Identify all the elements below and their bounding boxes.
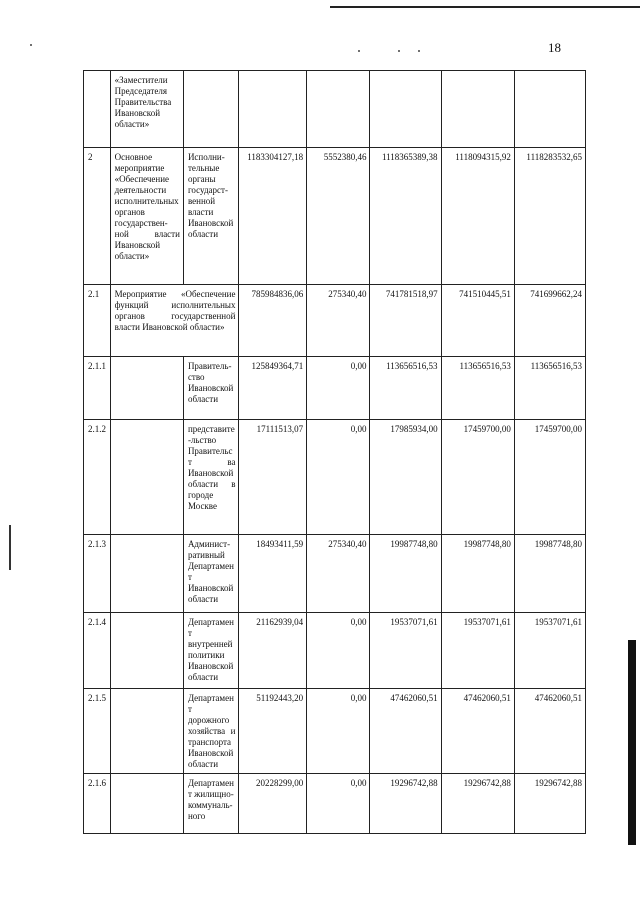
table-row: [84, 71, 586, 148]
value-cell: 741699662,24: [514, 285, 585, 357]
row-number-cell: 2.1.5: [84, 689, 111, 774]
scan-speck: [30, 44, 32, 46]
value-cell: 0,00: [307, 420, 370, 535]
value-cell: 125849364,71: [239, 357, 307, 420]
table-row: [84, 285, 586, 357]
value-cell: 0,00: [307, 357, 370, 420]
table-row: [84, 689, 586, 774]
value-cell: 19537071,61: [370, 613, 441, 689]
page-number: 18: [548, 40, 561, 55]
value-cell: 19537071,61: [514, 613, 585, 689]
value-cell: 1118365389,38: [370, 148, 441, 285]
executor-cell: Департамент дорожного хозяйства и транспорта Ивановской области: [183, 689, 239, 774]
row-number-cell: 2.1.3: [84, 535, 111, 613]
value-cell: 113656516,53: [514, 357, 585, 420]
scan-speck: [358, 50, 360, 52]
budget-table: [83, 70, 586, 834]
value-cell: 275340,40: [307, 285, 370, 357]
row-number-cell: 2.1.1: [84, 357, 111, 420]
value-cell: 18493411,59: [239, 535, 307, 613]
value-cell: 1118283532,65: [514, 148, 585, 285]
executor-cell: Правитель-ство Ивановской области: [183, 357, 239, 420]
value-cell: 113656516,53: [441, 357, 514, 420]
row-number-cell: 2.1.6: [84, 774, 111, 834]
left-margin-mark: [9, 525, 11, 570]
value-cell: 47462060,51: [514, 689, 585, 774]
row-number-cell: 2.1.2: [84, 420, 111, 535]
value-cell: 113656516,53: [370, 357, 441, 420]
table-row: [84, 357, 586, 420]
value-cell: 0,00: [307, 613, 370, 689]
value-cell: 0,00: [307, 689, 370, 774]
value-cell: 17985934,00: [370, 420, 441, 535]
value-cell: 19987748,80: [441, 535, 514, 613]
scan-speck: [418, 50, 420, 52]
row-number-cell: 2.1.4: [84, 613, 111, 689]
value-cell: 5552380,46: [307, 148, 370, 285]
table-row: [84, 148, 586, 285]
right-scan-edge: [628, 640, 636, 845]
scan-speck: [398, 50, 400, 52]
executor-cell: Департамент внутренней политики Ивановской области: [183, 613, 239, 689]
executor-cell: представите-льство Правительст ва Ивановской области в городе Москве: [183, 420, 239, 535]
value-cell: 47462060,51: [441, 689, 514, 774]
measure-name-cell: [110, 689, 183, 774]
value-cell: 1118094315,92: [441, 148, 514, 285]
measure-name-cell: [110, 420, 183, 535]
measure-name-cell: Мероприятие «Обеспечение функций исполнительных органов государственной власти Ивановской области»: [110, 285, 239, 357]
value-cell: 275340,40: [307, 535, 370, 613]
value-cell: 785984836,06: [239, 285, 307, 357]
value-cell: 51192443,20: [239, 689, 307, 774]
value-cell: [370, 71, 441, 148]
executor-cell: [183, 71, 239, 148]
row-number-cell: 2.1: [84, 285, 111, 357]
table-row: [84, 613, 586, 689]
table-row: [84, 420, 586, 535]
value-cell: 19296742,88: [370, 774, 441, 834]
table-row: [84, 774, 586, 834]
row-number-cell: [84, 71, 111, 148]
table-row: [84, 535, 586, 613]
value-cell: [514, 71, 585, 148]
value-cell: [441, 71, 514, 148]
measure-name-cell: «Заместители Председателя Правительства Ивановской области»: [110, 71, 183, 148]
value-cell: 19987748,80: [514, 535, 585, 613]
value-cell: 741510445,51: [441, 285, 514, 357]
measure-name-cell: [110, 774, 183, 834]
measure-name-cell: [110, 357, 183, 420]
executor-cell: Исполни-тельные органы государст-венной власти Ивановской области: [183, 148, 239, 285]
executor-cell: Админист-ративный Департамент Ивановской области: [183, 535, 239, 613]
value-cell: 19296742,88: [441, 774, 514, 834]
value-cell: 19987748,80: [370, 535, 441, 613]
top-scan-rule: [330, 6, 640, 8]
measure-name-cell: [110, 535, 183, 613]
value-cell: 20228299,00: [239, 774, 307, 834]
measure-name-cell: Основное мероприятие «Обеспечение деятельности исполнительных органов государствен-ной власти Ивановской области»: [110, 148, 183, 285]
value-cell: 17111513,07: [239, 420, 307, 535]
value-cell: [307, 71, 370, 148]
value-cell: [239, 71, 307, 148]
value-cell: 21162939,04: [239, 613, 307, 689]
value-cell: 19537071,61: [441, 613, 514, 689]
value-cell: 0,00: [307, 774, 370, 834]
executor-cell: Департамент жилищно-коммуналь-ного: [183, 774, 239, 834]
row-number-cell: 2: [84, 148, 111, 285]
value-cell: 1183304127,18: [239, 148, 307, 285]
value-cell: 47462060,51: [370, 689, 441, 774]
value-cell: 17459700,00: [514, 420, 585, 535]
value-cell: 741781518,97: [370, 285, 441, 357]
value-cell: 19296742,88: [514, 774, 585, 834]
measure-name-cell: [110, 613, 183, 689]
value-cell: 17459700,00: [441, 420, 514, 535]
